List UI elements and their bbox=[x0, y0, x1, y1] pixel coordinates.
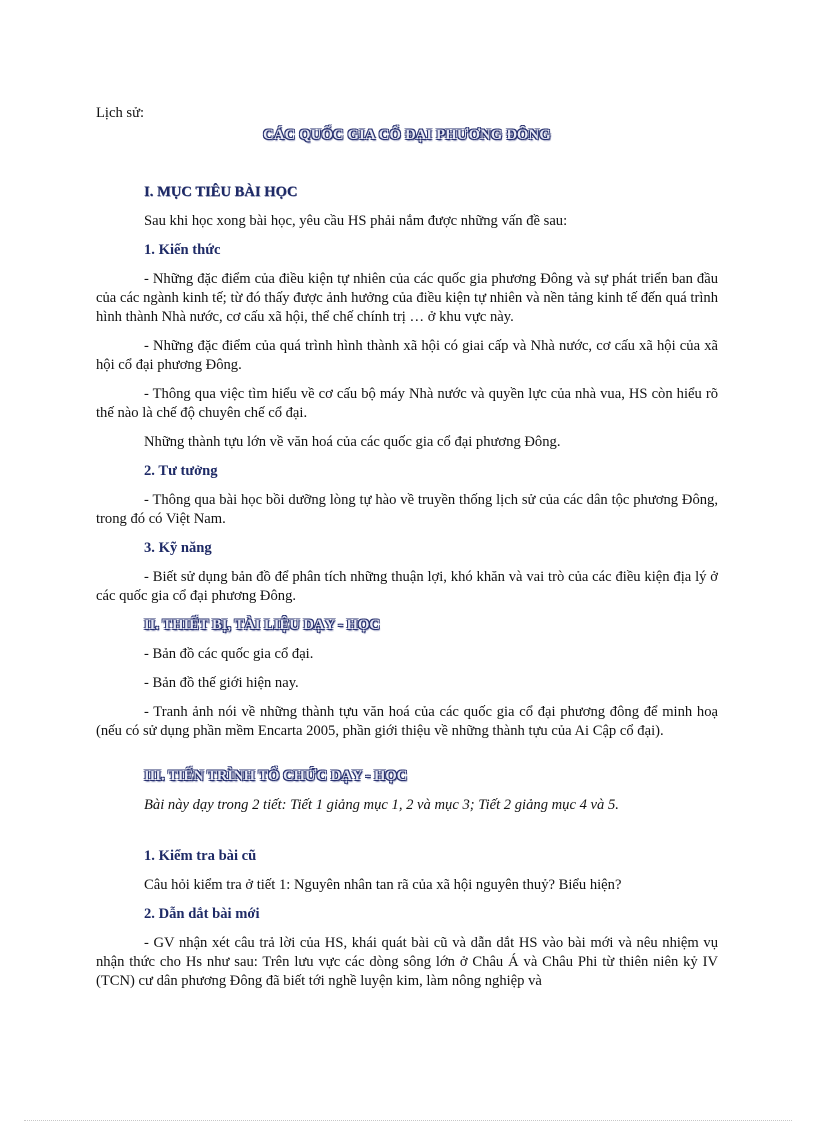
equipment-item: - Tranh ảnh nói về những thành tựu văn hoá của các quốc gia cổ đại phương đông để minh hoạ (nếu có sử dụng phần mềm Encarta 2005, phần giới thiệu về những thành tựu của Ai Cập cổ đại). bbox=[96, 704, 718, 739]
document-page bbox=[96, 104, 718, 1001]
knowledge-paragraph: - Những đặc điểm của điều kiện tự nhiên của các quốc gia phương Đông và sự phát triển ban đầu của các ngành kinh tế; từ đó thấy được ảnh hưởng của điều kiện tự nhiên và nền tảng kinh tế đến quá trình hình thành Nhà nước, cơ cấu xã hội, thể chế chính trị … ở khu vực này. bbox=[96, 271, 718, 325]
skill-heading: 3. Kỹ năng bbox=[144, 540, 212, 556]
subject-label: Lịch sử: bbox=[96, 105, 145, 121]
section-2-heading: II. THIẾT BỊ, TÀI LIỆU DẠY - HỌC bbox=[144, 617, 380, 633]
document-title: CÁC QUỐC GIA CỔ ĐẠI PHƯƠNG ĐÔNG bbox=[263, 127, 551, 143]
section-1-heading: I. MỤC TIÊU BÀI HỌC bbox=[144, 184, 298, 200]
section-3-heading: III. TIẾN TRÌNH TỔ CHỨC DẠY - HỌC bbox=[144, 768, 408, 784]
thought-paragraph: - Thông qua bài học bồi dưỡng lòng tự hào về truyền thống lịch sử của các dân tộc phương Đông, trong đó có Việt Nam. bbox=[96, 492, 718, 527]
lesson-intro-heading: 2. Dẫn dắt bài mới bbox=[144, 906, 260, 922]
knowledge-paragraph: Những thành tựu lớn về văn hoá của các quốc gia cổ đại phương Đông. bbox=[144, 434, 561, 450]
knowledge-paragraph: - Thông qua việc tìm hiểu về cơ cấu bộ máy Nhà nước và quyền lực của nhà vua, HS còn hiểu rõ thế nào là chế độ chuyên chế cổ đại. bbox=[96, 386, 718, 421]
knowledge-heading: 1. Kiến thức bbox=[144, 242, 221, 258]
thought-heading: 2. Tư tưởng bbox=[144, 463, 218, 479]
equipment-item: - Bản đồ các quốc gia cổ đại. bbox=[144, 646, 314, 662]
lesson-intro-paragraph: - GV nhận xét câu trả lời của HS, khái quát bài cũ và dẫn dắt HS vào bài mới và nêu nhiệm vụ nhận thức cho Hs như sau: Trên lưu vực các dòng sông lớn ở Châu Á và Châu Phi từ thiên niên kỷ IV (TCN) cư dân phương Đông đã biết tới nghề luyện kim, làm nông nghiệp và bbox=[96, 935, 718, 989]
page-bottom-divider bbox=[24, 1120, 792, 1121]
check-heading: 1. Kiểm tra bài cũ bbox=[144, 848, 257, 864]
check-question: Câu hỏi kiểm tra ở tiết 1: Nguyên nhân tan rã của xã hội nguyên thuỷ? Biểu hiện? bbox=[144, 877, 622, 893]
lesson-note: Bài này dạy trong 2 tiết: Tiết 1 giảng mục 1, 2 và mục 3; Tiết 2 giảng mục 4 và 5. bbox=[144, 797, 619, 813]
knowledge-paragraph: - Những đặc điểm của quá trình hình thành xã hội có giai cấp và Nhà nước, cơ cấu xã hội của xã hội cổ đại phương Đông. bbox=[96, 338, 718, 373]
equipment-item: - Bản đồ thế giới hiện nay. bbox=[144, 675, 299, 691]
section-1-intro: Sau khi học xong bài học, yêu cầu HS phải nắm được những vấn đề sau: bbox=[144, 213, 568, 229]
skill-paragraph: - Biết sử dụng bản đồ để phân tích những thuận lợi, khó khăn và vai trò của các điều kiện địa lý ở các quốc gia cổ đại phương Đông. bbox=[96, 569, 718, 604]
